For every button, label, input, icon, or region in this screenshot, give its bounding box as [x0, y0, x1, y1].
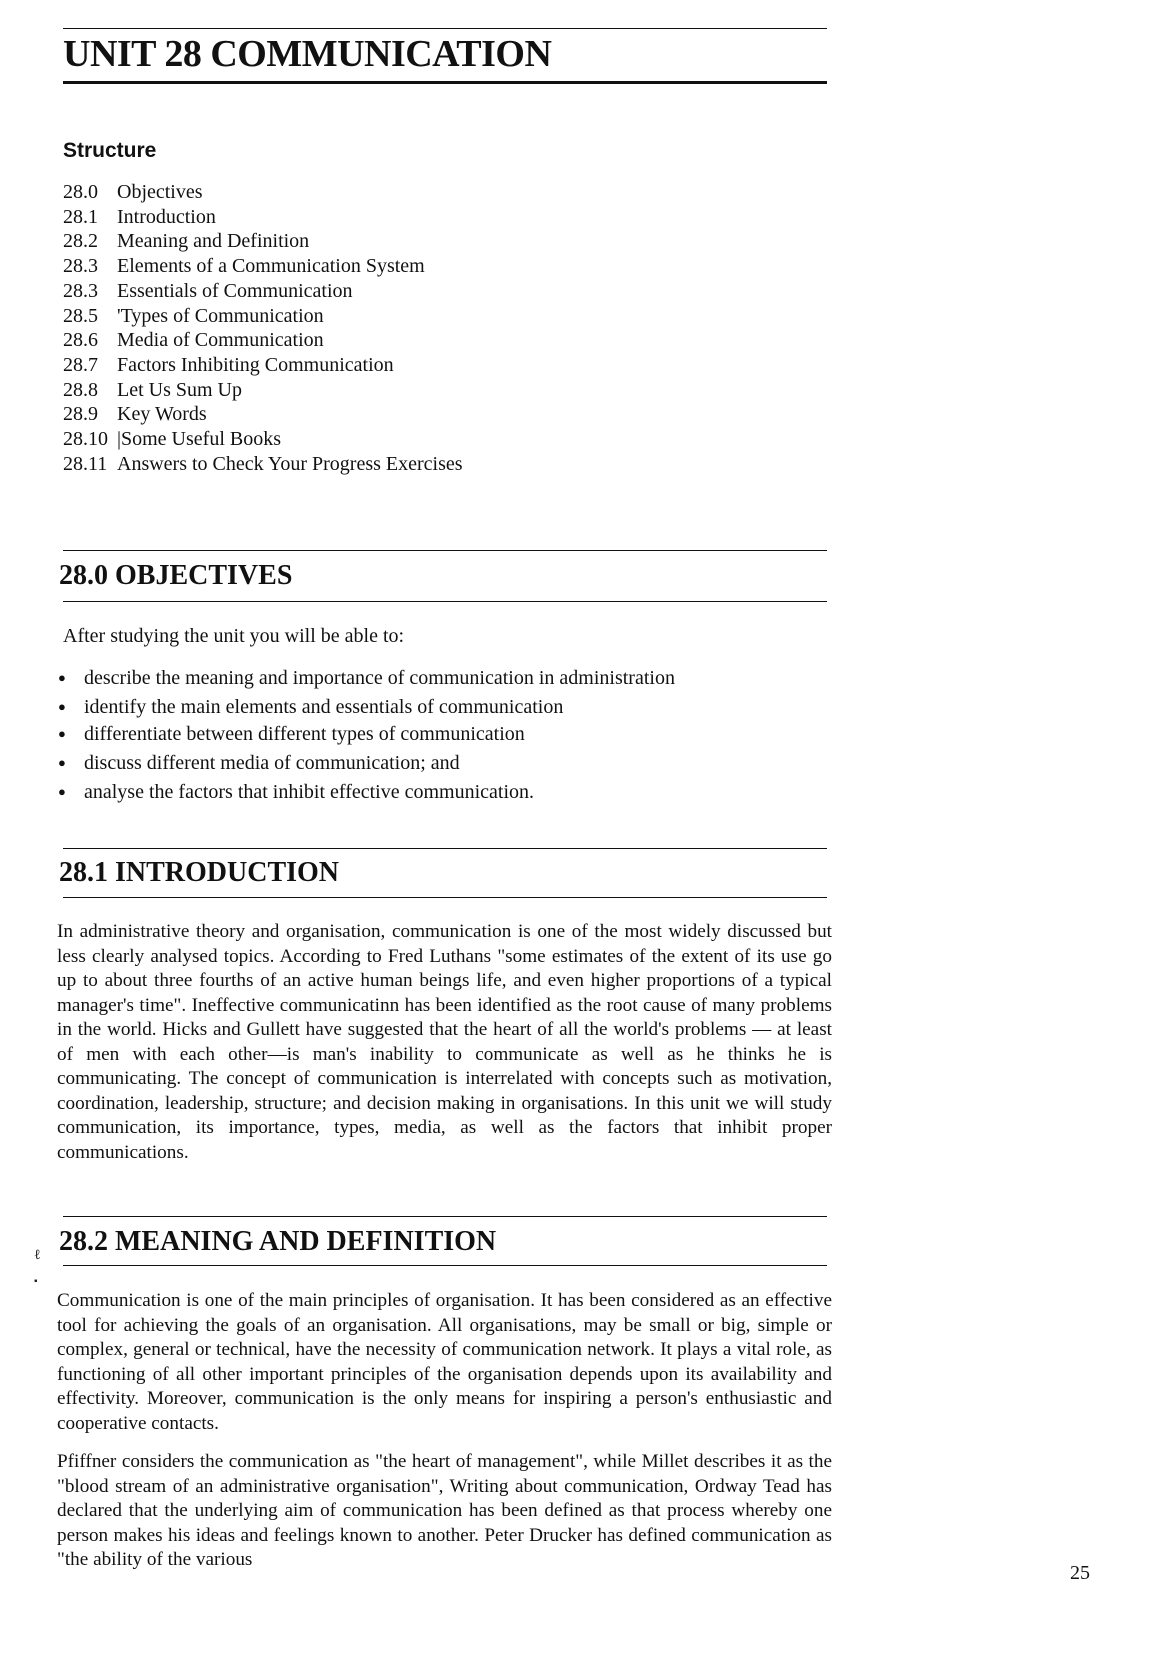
structure-item-number: 28.11	[63, 452, 108, 475]
objective-text: analyse the factors that inhibit effective communication.	[84, 781, 535, 803]
objective-text: describe the meaning and importance of communication in administration	[84, 667, 675, 689]
bullet-icon: ●	[58, 754, 66, 770]
meaning-top-rule	[63, 1216, 827, 1217]
structure-item-number: 28.2	[63, 230, 98, 253]
structure-item-number: 28.5	[63, 304, 98, 327]
objective-text: identify the main elements and essentials of communication	[84, 696, 564, 718]
structure-item-label: Factors Inhibiting Communication	[117, 353, 394, 376]
meaning-paragraph-1: Communication is one of the main principles of organisation. It has been considered as an effective tool for achieving the goals of an organisation. All organisations, may be small or big, simple or complex, general or technical, have the necessity of communication network. It plays a vital role, as functioning of all other important principles of the organisation depends upon its availability and effectivity. Moreover, communication is the only means for inspiring a person's enthusiastic and cooperative contacts.	[57, 1290, 832, 1434]
structure-list	[63, 180, 463, 476]
bullet-icon: ●	[58, 783, 66, 799]
structure-item	[63, 180, 463, 205]
objective-item	[58, 693, 675, 720]
bullet-icon: ●	[58, 698, 66, 714]
structure-item-label: |Some Useful Books	[117, 428, 282, 451]
structure-item	[63, 304, 463, 329]
objective-text: discuss different media of communication; and	[84, 752, 460, 774]
page-number: 25	[1070, 1562, 1090, 1584]
structure-item-number: 28.3	[63, 255, 98, 278]
objective-item	[58, 778, 675, 807]
objective-item	[58, 664, 675, 693]
structure-item-number: 28.7	[63, 353, 98, 376]
bullet-icon: ●	[58, 669, 66, 685]
structure-item	[63, 353, 463, 378]
introduction-paragraph: In administrative theory and organisation, communication is one of the most widely discussed but less clearly analysed topics. According to Fred Luthans "some estimates of the extent of its use go up to about three fourths of an active human beings life, and even higher proportions of a typical manager's time". Ineffective communicatinn has been identified as the root cause of many problems in the world. Hicks and Gullett have suggested that the heart of all the world's problems — at least of men with each other—is man's inability to communicate as well as he thinks he is communicating. The concept of communication is interrelated with concepts such as motivation, coordination, leadership, structure; and decision making in organisations. In this unit we will study communication, its importance, types, media, as well as the factors that inhibit proper communications.	[57, 921, 832, 1163]
structure-item	[63, 205, 463, 230]
structure-item-label: Elements of a Communication System	[117, 255, 425, 278]
structure-item	[63, 452, 463, 477]
bullet-icon: ●	[58, 725, 66, 741]
objective-text: differentiate between different types of communication	[84, 723, 525, 745]
introduction-bottom-rule	[63, 897, 827, 898]
structure-item-number: 28.10	[63, 428, 108, 451]
margin-mark: ▪	[34, 1276, 38, 1287]
structure-item-label: Objectives	[117, 181, 203, 203]
title-underline	[63, 81, 827, 84]
objective-item	[58, 749, 675, 778]
structure-item	[63, 229, 463, 254]
structure-item	[63, 254, 463, 279]
objectives-top-rule	[63, 550, 827, 551]
unit-title: UNIT 28 COMMUNICATION	[63, 33, 552, 75]
structure-item	[63, 402, 463, 427]
structure-item	[63, 279, 463, 304]
structure-item-label: Let Us Sum Up	[117, 378, 242, 401]
objectives-bottom-rule	[63, 601, 827, 602]
top-rule	[63, 28, 827, 29]
meaning-bottom-rule	[63, 1265, 827, 1266]
structure-item-number: 28.9	[63, 403, 98, 426]
structure-item-label: Media of Communication	[117, 329, 324, 352]
structure-item-number: 28.8	[63, 378, 98, 401]
margin-mark: ℓ	[34, 1248, 41, 1263]
structure-item	[63, 378, 463, 403]
structure-item-label: Answers to Check Your Progress Exercises	[117, 452, 463, 475]
introduction-top-rule	[63, 848, 827, 849]
structure-heading: Structure	[63, 139, 157, 162]
introduction-heading: 28.1 INTRODUCTION	[59, 857, 340, 888]
structure-item-number: 28.0	[63, 181, 98, 203]
structure-item-label: 'Types of Communication	[117, 304, 324, 327]
objective-item	[58, 720, 675, 749]
meaning-heading: 28.2 MEANING AND DEFINITION	[59, 1226, 497, 1257]
meaning-paragraph-2: Pfiffner considers the communication as "the heart of management", while Millet describes it as the "blood stream of an administrative organisation", Writing about communication, Ordway Tead has declared that the underlying aim of communication has been defined as that process whereby one person makes his ideas and feelings known to another. Peter Drucker has defined communication as "the ability of the various	[57, 1451, 832, 1570]
structure-item-label: Key Words	[117, 403, 207, 426]
structure-item-label: Meaning and Definition	[117, 230, 310, 253]
structure-item	[63, 328, 463, 353]
objectives-list	[58, 664, 675, 807]
structure-item	[63, 427, 463, 452]
objectives-heading: 28.0 OBJECTIVES	[59, 560, 293, 591]
structure-item-label: Essentials of Communication	[117, 279, 353, 302]
structure-item-number: 28.3	[63, 279, 98, 302]
structure-item-label: Introduction	[117, 205, 216, 228]
structure-item-number: 28.1	[63, 205, 98, 228]
structure-item-number: 28.6	[63, 329, 98, 352]
objectives-intro: After studying the unit you will be able to:	[63, 625, 405, 647]
